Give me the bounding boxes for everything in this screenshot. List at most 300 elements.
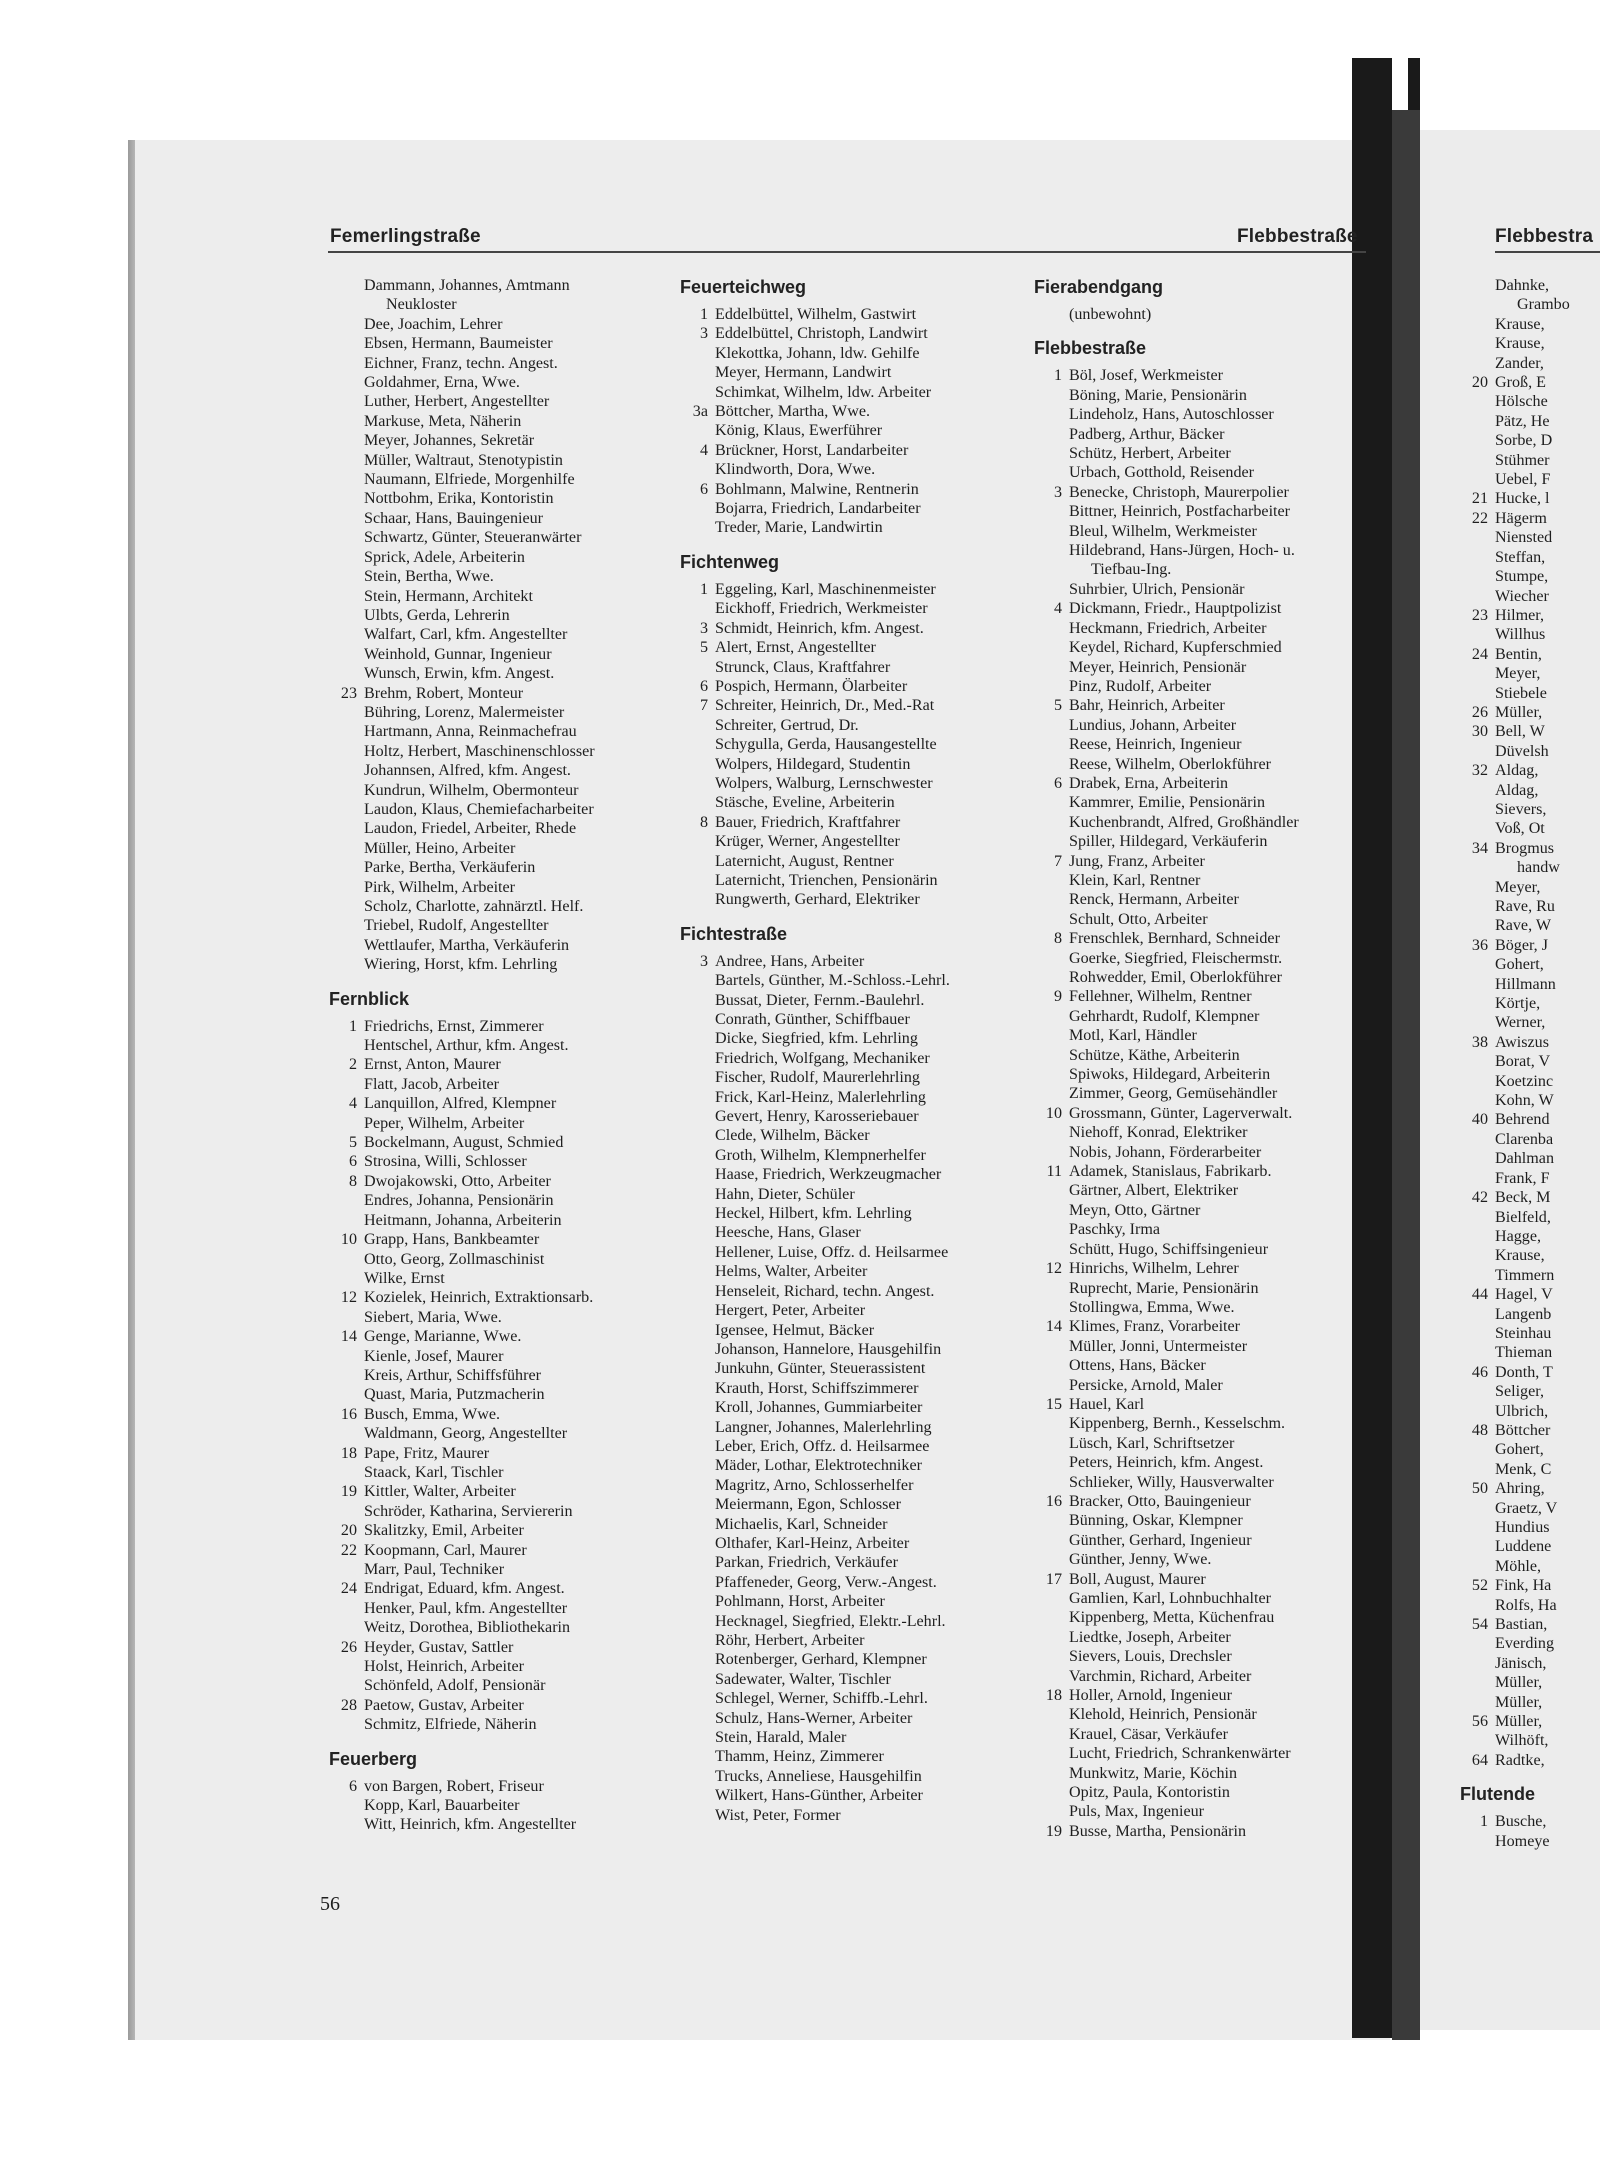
resident-entry: [680, 1515, 1020, 1534]
resident-text: Bartels, Günther, M.-Schloss.-Lehrl.: [715, 972, 950, 990]
resident-text: Bracker, Otto, Bauingenieur: [1069, 1492, 1251, 1510]
resident-entry: [329, 800, 664, 819]
resident-entry: [329, 742, 664, 761]
house-number: 6: [1053, 774, 1062, 792]
resident-text: Gevert, Henry, Karosseriebauer: [715, 1108, 919, 1126]
resident-text: Busse, Martha, Pensionärin: [1069, 1822, 1247, 1840]
resident-entry: [680, 1321, 1020, 1340]
resident-entry: [329, 1715, 664, 1734]
resident-text: Strunck, Claus, Kraftfahrer: [715, 658, 891, 676]
resident-text: Sorbe, D: [1495, 432, 1553, 450]
resident-text: Neukloster: [386, 296, 457, 314]
house-number: 26: [340, 1638, 357, 1656]
resident-entry: [1034, 522, 1376, 541]
resident-entry: [1460, 936, 1600, 955]
resident-entry: [1460, 1634, 1600, 1653]
resident-entry: [680, 363, 1020, 382]
resident-text: Sprick, Adele, Arbeiterin: [364, 548, 525, 566]
resident-text: Laudon, Friedel, Arbeiter, Rhede: [364, 820, 577, 838]
resident-entry: [329, 1191, 664, 1210]
resident-entry: [680, 599, 1020, 618]
resident-text: handw: [1517, 859, 1560, 877]
resident-text: Kammrer, Emilie, Pensionärin: [1069, 794, 1266, 812]
resident-text: Hägerm: [1495, 509, 1547, 527]
resident-entry: [1034, 1550, 1376, 1569]
resident-text: Puls, Max, Ingenieur: [1069, 1803, 1204, 1821]
resident-entry: [680, 1670, 1020, 1689]
resident-text: Waldmann, Georg, Angestellter: [364, 1425, 568, 1443]
resident-text: Hergert, Peter, Arbeiter: [715, 1302, 866, 1320]
street-heading: Fichtestraße: [680, 923, 788, 944]
resident-text: Quast, Maria, Putzmacherin: [364, 1386, 545, 1404]
resident-entry: [680, 1767, 1020, 1786]
resident-entry: [680, 421, 1020, 440]
resident-entry: [329, 1541, 664, 1560]
resident-entry: [1034, 1395, 1376, 1414]
resident-text: Junkuhn, Günter, Steuerassistent: [715, 1360, 926, 1378]
resident-entry: [680, 619, 1020, 638]
resident-entry: [329, 1347, 664, 1366]
resident-text: Sievers,: [1495, 800, 1547, 818]
house-number: 3: [699, 619, 708, 637]
resident-text: Wolpers, Hildegard, Studentin: [715, 755, 911, 773]
resident-text: Magritz, Arno, Schlosserhelfer: [715, 1476, 914, 1494]
resident-text: Heesche, Hans, Glaser: [715, 1224, 861, 1242]
resident-entry: [680, 324, 1020, 343]
house-number: 23: [1471, 606, 1488, 624]
resident-text: Schreiter, Heinrich, Dr., Med.-Rat: [715, 697, 935, 715]
resident-text: Boll, August, Maurer: [1069, 1570, 1206, 1588]
resident-entry: [1460, 489, 1600, 508]
resident-text: Scholz, Charlotte, zahnärztl. Helf.: [364, 898, 584, 915]
resident-entry: [1460, 567, 1600, 586]
resident-entry: [1460, 1615, 1600, 1634]
resident-entry: [329, 819, 664, 838]
resident-entry: [680, 1689, 1020, 1708]
resident-entry: [680, 1573, 1020, 1592]
resident-entry: [1034, 1298, 1376, 1317]
resident-entry: [1460, 1499, 1600, 1518]
resident-entry: [1460, 1654, 1600, 1673]
resident-entry: [329, 1796, 664, 1815]
resident-entry: [1460, 1421, 1600, 1440]
resident-text: Igensee, Helmut, Bäcker: [715, 1321, 875, 1339]
resident-text: Padberg, Arthur, Bäcker: [1069, 425, 1225, 443]
house-number: 1: [699, 306, 708, 323]
resident-entry: [1034, 366, 1376, 385]
resident-entry: [1034, 658, 1376, 677]
resident-entry: [1460, 781, 1600, 800]
resident-text: Gamlien, Karl, Lohnbuchhalter: [1069, 1590, 1271, 1607]
resident-entry: [1460, 975, 1600, 994]
resident-entry: [329, 392, 664, 411]
resident-entry: [1034, 1046, 1376, 1065]
resident-text: Jänisch,: [1495, 1654, 1547, 1672]
resident-text: Fellehner, Wilhelm, Rentner: [1069, 988, 1252, 1006]
running-header-next-page: Flebbestra: [1495, 226, 1594, 247]
column-2: [680, 276, 1020, 1825]
resident-entry: [1034, 1356, 1376, 1375]
house-number: 5: [348, 1134, 357, 1152]
house-number: 46: [1471, 1363, 1488, 1381]
resident-text: Steinhau: [1495, 1324, 1552, 1342]
resident-text: Endrigat, Eduard, kfm. Angest.: [364, 1580, 565, 1598]
resident-text: Schröder, Katharina, Serviererin: [364, 1502, 573, 1520]
house-number: 2: [348, 1056, 357, 1074]
resident-text: Nobis, Johann, Förderarbeiter: [1069, 1143, 1262, 1161]
resident-entry: [329, 1424, 664, 1443]
house-number: 6: [699, 677, 708, 695]
resident-entry: [1034, 1007, 1376, 1026]
house-number: 3: [1053, 483, 1062, 501]
resident-entry: [1034, 871, 1376, 890]
resident-text: Böl, Josef, Werkmeister: [1069, 367, 1223, 385]
resident-entry: [680, 1476, 1020, 1495]
resident-entry: [1034, 696, 1376, 715]
resident-entry: [1034, 735, 1376, 754]
resident-text: Luddene: [1495, 1538, 1552, 1556]
resident-text: Ulbts, Gerda, Lehrerin: [364, 606, 510, 624]
resident-entry: [1460, 684, 1600, 703]
resident-entry: [680, 952, 1020, 971]
resident-text: Weinhold, Gunnar, Ingenieur: [364, 645, 552, 663]
resident-text: Kippenberg, Bernh., Kesselschm.: [1069, 1415, 1286, 1433]
resident-text: Suhrbier, Ulrich, Pensionär: [1069, 580, 1245, 598]
house-number: 32: [1471, 762, 1488, 780]
resident-text: Johanson, Hannelore, Hausgehilfin: [715, 1340, 942, 1358]
resident-text: Krauth, Horst, Schiffszimmerer: [715, 1379, 919, 1397]
house-number: 22: [340, 1541, 357, 1559]
resident-text: Grapp, Hans, Bankbeamter: [364, 1231, 540, 1249]
resident-text: Steffan,: [1495, 548, 1546, 566]
resident-text: Meiermann, Egon, Schlosser: [715, 1496, 901, 1514]
resident-entry: [1460, 1285, 1600, 1304]
resident-text: Weitz, Dorothea, Bibliothekarin: [364, 1619, 571, 1637]
resident-text: Rotenberger, Gerhard, Klempner: [715, 1651, 927, 1669]
resident-entry: [680, 1631, 1020, 1650]
resident-text: Eddelbüttel, Wilhelm, Gastwirt: [715, 306, 917, 323]
resident-text: Genge, Marianne, Wwe.: [364, 1328, 522, 1346]
resident-entry: [1460, 1246, 1600, 1265]
house-number: 56: [1471, 1713, 1488, 1731]
resident-entry: [329, 1463, 664, 1482]
house-number: 4: [699, 441, 708, 459]
resident-text: Müller, Heino, Arbeiter: [364, 839, 516, 857]
resident-text: Sievers, Louis, Drechsler: [1069, 1648, 1232, 1666]
resident-entry: [1460, 1537, 1600, 1556]
house-number: 15: [1045, 1395, 1062, 1413]
house-number: 48: [1471, 1421, 1488, 1439]
resident-entry: [329, 1444, 664, 1463]
resident-text: Bojarra, Friedrich, Landarbeiter: [715, 500, 921, 518]
resident-text: Holler, Arnold, Ingenieur: [1069, 1687, 1232, 1705]
column-1: [329, 276, 664, 1835]
resident-text: Klindworth, Dora, Wwe.: [715, 461, 876, 479]
resident-text: Dahlman: [1495, 1150, 1554, 1168]
resident-entry: [680, 1262, 1020, 1281]
resident-text: Hartmann, Anna, Reinmachefrau: [364, 723, 577, 741]
resident-entry: [1460, 1013, 1600, 1032]
resident-entry: [1460, 1266, 1600, 1285]
resident-entry: [680, 344, 1020, 363]
resident-text: Eichner, Franz, techn. Angest.: [364, 354, 558, 372]
resident-text: Brogmus: [1495, 839, 1555, 857]
resident-text: Böning, Marie, Pensionärin: [1069, 386, 1247, 404]
resident-text: Frick, Karl-Heinz, Malerlehrling: [715, 1088, 926, 1106]
resident-text: Drabek, Erna, Arbeiterin: [1069, 774, 1229, 792]
resident-entry: [1460, 916, 1600, 935]
resident-text: Fischer, Rudolf, Maurerlehrling: [715, 1069, 920, 1087]
resident-entry: [1034, 890, 1376, 909]
resident-entry: [1460, 1324, 1600, 1343]
resident-text: Hellener, Luise, Offz. d. Heilsarmee: [715, 1243, 949, 1261]
resident-entry: [329, 1230, 664, 1249]
resident-entry: [1034, 1473, 1376, 1492]
resident-text: Homeye: [1495, 1832, 1550, 1850]
resident-text: Triebel, Rudolf, Angestellter: [364, 917, 549, 935]
resident-entry: [1460, 334, 1600, 353]
resident-text: Kreis, Arthur, Schiffsführer: [364, 1366, 541, 1384]
resident-text: Laternicht, Trienchen, Pensionärin: [715, 871, 938, 889]
resident-entry: [680, 1165, 1020, 1184]
resident-text: Dammann, Johannes, Amtmann: [364, 277, 570, 294]
resident-text: Olthafer, Karl-Heinz, Arbeiter: [715, 1534, 910, 1552]
resident-text: Laudon, Klaus, Chemiefacharbeiter: [364, 800, 594, 818]
resident-text: Krause,: [1495, 315, 1545, 333]
resident-entry: [1460, 1596, 1600, 1615]
resident-text: Schönfeld, Adolf, Pensionär: [364, 1677, 546, 1695]
house-number: 1: [699, 580, 708, 598]
resident-text: Schygulla, Gerda, Hausangestellte: [715, 736, 937, 754]
resident-text: Tiefbau-Ing.: [1091, 561, 1172, 579]
resident-entry: [1034, 1570, 1376, 1589]
resident-entry: [680, 1282, 1020, 1301]
resident-text: Hagge,: [1495, 1227, 1542, 1245]
resident-entry: [1460, 839, 1600, 858]
resident-text: Donth, T: [1495, 1363, 1553, 1381]
resident-text: Bielfeld,: [1495, 1208, 1551, 1226]
resident-entry: [1034, 1104, 1376, 1123]
resident-text: Paetow, Gustav, Arbeiter: [364, 1696, 524, 1714]
resident-text: Lanquillon, Alfred, Klempner: [364, 1095, 557, 1113]
resident-entry: [680, 1185, 1020, 1204]
resident-text: Müller, Jonni, Untermeister: [1069, 1337, 1248, 1355]
street-note: (unbewohnt): [1069, 306, 1152, 323]
resident-text: Brückner, Horst, Landarbeiter: [715, 441, 909, 459]
resident-text: Hundius: [1495, 1519, 1550, 1536]
resident-entry: [329, 1579, 664, 1598]
house-number: 34: [1471, 839, 1488, 857]
resident-entry: [680, 1359, 1020, 1378]
resident-text: Seliger,: [1495, 1383, 1544, 1401]
resident-text: Goldahmer, Erna, Wwe.: [364, 374, 520, 392]
resident-text: Groth, Wilhelm, Klempnerhelfer: [715, 1146, 926, 1164]
resident-entry: [329, 334, 664, 353]
resident-text: Schütze, Käthe, Arbeiterin: [1069, 1046, 1240, 1064]
resident-text: Varchmin, Richard, Arbeiter: [1069, 1667, 1252, 1685]
resident-text: Meyer,: [1495, 878, 1541, 896]
resident-entry: [1460, 1188, 1600, 1207]
resident-entry: [680, 383, 1020, 402]
resident-entry: [1460, 431, 1600, 450]
resident-text: Keydel, Richard, Kupferschmied: [1069, 639, 1282, 657]
resident-entry: [1034, 1220, 1376, 1239]
resident-text: Wilhöft,: [1495, 1732, 1549, 1750]
resident-text: Wist, Peter, Former: [715, 1806, 841, 1824]
resident-text: Johannsen, Alfred, kfm. Angest.: [364, 762, 571, 780]
resident-text: Böger, J: [1495, 936, 1548, 954]
resident-entry: [329, 470, 664, 489]
house-number: 21: [1471, 490, 1488, 508]
resident-text: Stein, Bertha, Wwe.: [364, 568, 494, 586]
resident-entry: [329, 451, 664, 470]
resident-entry: [1034, 755, 1376, 774]
resident-text: Lundius, Johann, Arbeiter: [1069, 716, 1237, 734]
resident-entry: [1034, 425, 1376, 444]
resident-text: Renck, Hermann, Arbeiter: [1069, 891, 1239, 909]
resident-entry: [329, 1017, 664, 1036]
resident-entry: [1034, 1123, 1376, 1142]
resident-entry: [329, 1055, 664, 1074]
resident-entry: [1460, 1576, 1600, 1595]
resident-text: Bell, W: [1495, 723, 1545, 741]
header-rule: [328, 251, 1366, 253]
resident-entry: [1034, 1453, 1376, 1472]
resident-entry: [329, 1133, 664, 1152]
resident-entry: [1460, 1402, 1600, 1421]
house-number: 7: [699, 697, 708, 715]
resident-text: Gärtner, Albert, Elektriker: [1069, 1182, 1239, 1200]
resident-text: Schmidt, Heinrich, kfm. Angest.: [715, 619, 924, 637]
resident-text: Uebel, F: [1495, 471, 1551, 489]
resident-text: Niensted: [1495, 529, 1553, 547]
resident-text: Dwojakowski, Otto, Arbeiter: [364, 1172, 551, 1190]
resident-text: Schlegel, Werner, Schiffb.-Lehrl.: [715, 1690, 928, 1708]
resident-text: Bünning, Oskar, Klempner: [1069, 1512, 1243, 1530]
street-heading: Fierabendgang: [1034, 277, 1164, 297]
house-number: 19: [1045, 1822, 1062, 1840]
resident-text: Müller,: [1495, 1674, 1543, 1692]
house-number: 64: [1471, 1751, 1488, 1769]
house-number: 16: [1045, 1492, 1062, 1510]
resident-text: Stäsche, Eveline, Arbeiterin: [715, 794, 895, 812]
resident-entry: [680, 460, 1020, 479]
resident-text: Eddelbüttel, Christoph, Landwirt: [715, 325, 928, 343]
resident-entry: [1034, 1511, 1376, 1530]
resident-entry: [329, 1815, 664, 1834]
house-number: 3: [699, 952, 708, 970]
resident-text: Klekottka, Johann, ldw. Gehilfe: [715, 344, 920, 362]
resident-text: Klein, Karl, Rentner: [1069, 871, 1201, 889]
resident-text: Hilmer,: [1495, 606, 1544, 624]
resident-entry: [1460, 819, 1600, 838]
resident-entry: [329, 722, 664, 741]
resident-text: Rohwedder, Emil, Oberlokführer: [1069, 969, 1282, 986]
resident-entry: [1460, 1460, 1600, 1479]
resident-text: Motl, Karl, Händler: [1069, 1027, 1197, 1045]
resident-entry: [1034, 1376, 1376, 1395]
resident-entry: [1460, 548, 1600, 567]
house-number: 5: [699, 639, 708, 657]
resident-entry: [680, 1146, 1020, 1165]
resident-entry: [1460, 645, 1600, 664]
resident-entry: [1034, 1259, 1376, 1278]
house-number: 40: [1471, 1111, 1488, 1129]
resident-entry: [1034, 774, 1376, 793]
resident-entry: [1034, 1492, 1376, 1511]
resident-entry: [1460, 1072, 1600, 1091]
house-number: 9: [1053, 988, 1062, 1006]
resident-entry: [329, 489, 664, 508]
resident-entry: [1460, 742, 1600, 761]
resident-entry: [680, 1786, 1020, 1805]
resident-text: Parkan, Friedrich, Verkäufer: [715, 1554, 898, 1572]
resident-entry: [1460, 1343, 1600, 1362]
resident-text: Bockelmann, August, Schmied: [364, 1134, 564, 1152]
resident-text: Liedtke, Joseph, Arbeiter: [1069, 1628, 1231, 1646]
resident-text: Bleul, Wilhelm, Werkmeister: [1069, 522, 1257, 540]
resident-entry: [680, 1418, 1020, 1437]
house-number: 52: [1471, 1577, 1488, 1595]
resident-entry: [1460, 276, 1600, 295]
resident-text: Hildebrand, Hans-Jürgen, Hoch- u.: [1069, 542, 1295, 560]
resident-text: Wunsch, Erwin, kfm. Angest.: [364, 665, 555, 683]
resident-text: Gohert,: [1495, 1441, 1544, 1459]
resident-entry: [1460, 1363, 1600, 1382]
house-number: 6: [348, 1153, 357, 1171]
resident-text: Stumpe,: [1495, 568, 1549, 586]
resident-entry: [329, 431, 664, 450]
resident-entry: [680, 871, 1020, 890]
resident-text: Bentin,: [1495, 645, 1542, 663]
resident-entry: [680, 499, 1020, 518]
resident-entry: [680, 1340, 1020, 1359]
resident-text: Urbach, Gotthold, Reisender: [1069, 464, 1255, 482]
resident-text: Wettlaufer, Martha, Verkäuferin: [364, 936, 570, 954]
resident-entry: [1034, 1822, 1376, 1841]
resident-entry: [1460, 1052, 1600, 1071]
resident-entry: [329, 315, 664, 334]
resident-entry: [1034, 463, 1376, 482]
resident-entry: [680, 1534, 1020, 1553]
resident-text: Borat, V: [1495, 1053, 1551, 1071]
house-number: 20: [1471, 374, 1488, 392]
resident-text: Gohert,: [1495, 956, 1544, 974]
resident-text: Ruprecht, Marie, Pensionärin: [1069, 1279, 1259, 1297]
resident-text: Hölsche: [1495, 393, 1548, 411]
resident-entry: [1460, 955, 1600, 974]
resident-entry: [680, 1495, 1020, 1514]
resident-text: Hauel, Karl: [1069, 1395, 1145, 1413]
resident-entry: [1460, 1832, 1600, 1851]
resident-text: Peper, Wilhelm, Arbeiter: [364, 1114, 525, 1132]
resident-text: Kroll, Johannes, Gummiarbeiter: [715, 1399, 923, 1417]
resident-entry: [1460, 1382, 1600, 1401]
resident-entry: [1034, 1201, 1376, 1220]
resident-entry: [1460, 528, 1600, 547]
resident-entry: [329, 1618, 664, 1637]
resident-text: Meyer, Heinrich, Pensionär: [1069, 658, 1247, 676]
resident-text: Sadewater, Walter, Tischler: [715, 1670, 891, 1688]
resident-text: Langenb: [1495, 1305, 1552, 1323]
street-heading: Feuerberg: [329, 1748, 418, 1769]
resident-entry: [1034, 502, 1376, 521]
resident-entry: [329, 567, 664, 586]
house-number: 12: [340, 1289, 357, 1307]
resident-entry: [329, 839, 664, 858]
resident-text: Everding: [1495, 1635, 1554, 1653]
resident-entry: [1460, 1751, 1600, 1770]
